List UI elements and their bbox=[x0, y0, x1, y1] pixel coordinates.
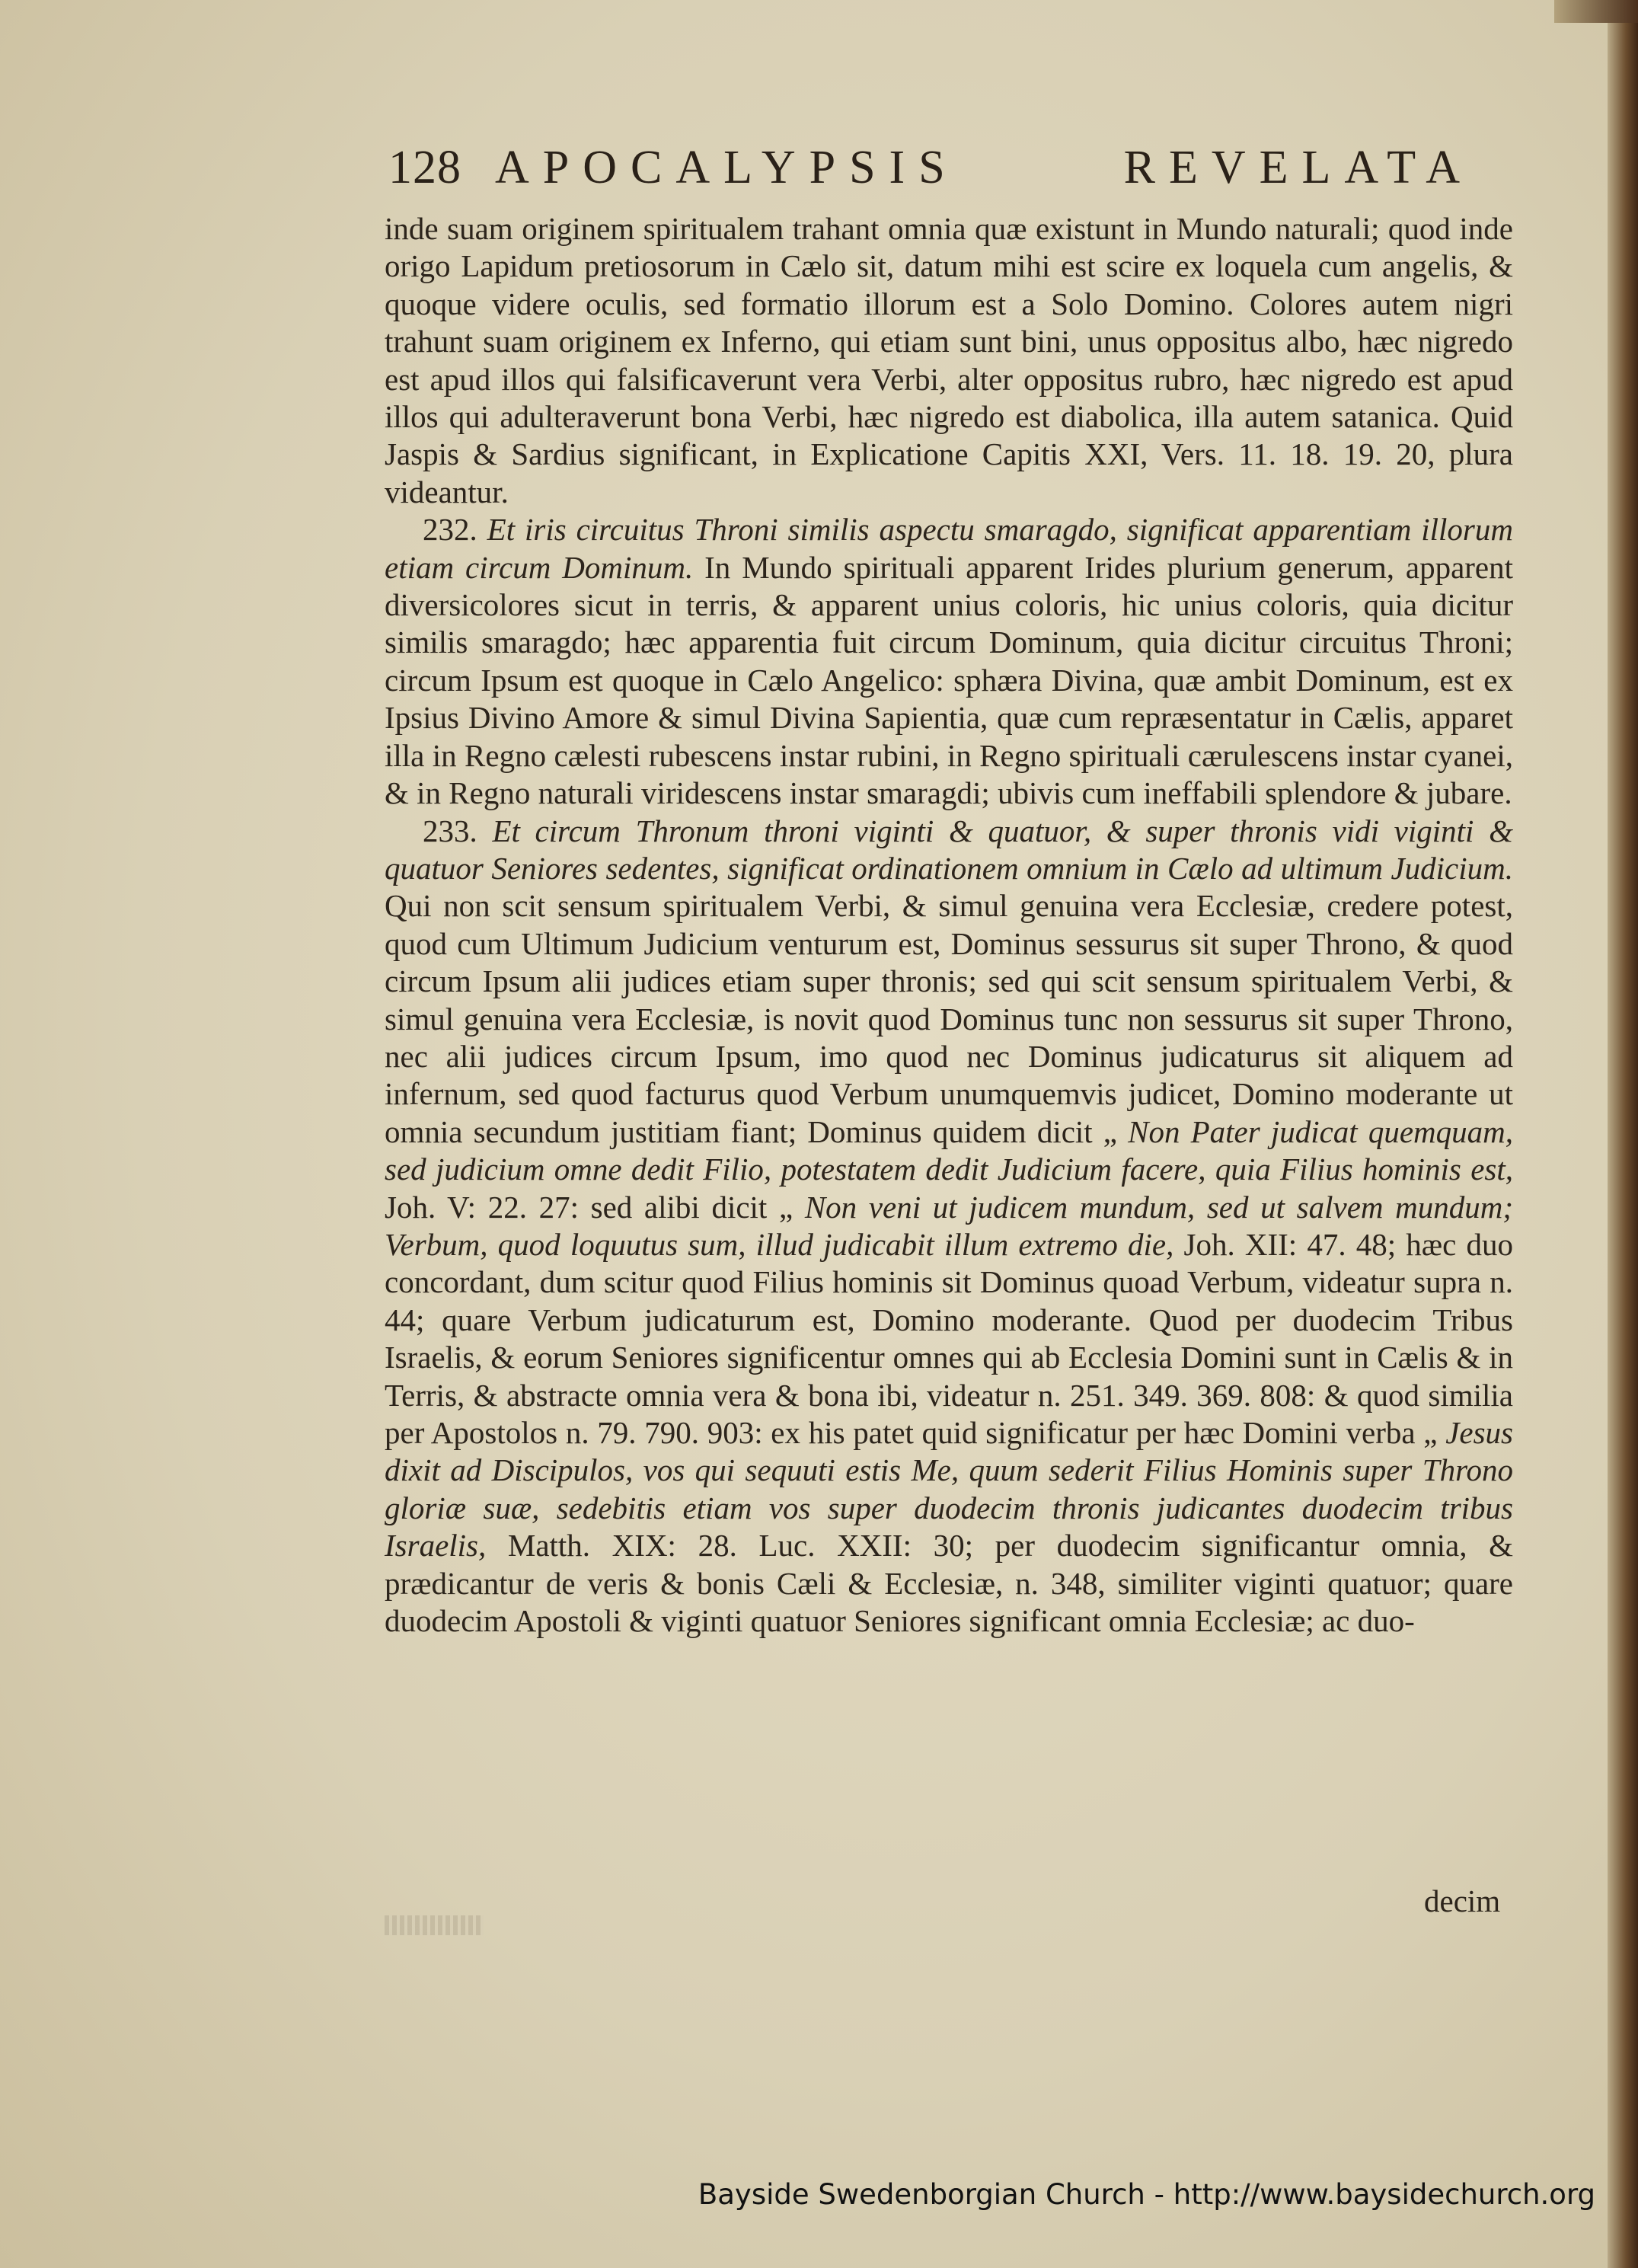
paragraph-lemma: Et iris circuitus Throni similis aspectu smaragdo, significat apparentiam illorum etiam circum Dominum. bbox=[385, 512, 1513, 585]
running-title: APOCALYPSIS REVELATA bbox=[495, 142, 1474, 193]
catchword: decim bbox=[1424, 1883, 1501, 1918]
paragraph-text: inde suam originem spiritualem trahant omnia quæ existunt in Mundo naturali; quod inde origo Lapidum pretiosorum in Cælo sit, datum mihi est scire ex loquela cum angelis, & quoque videre oculis, sed formatio illorum est a Solo Domino. Colores autem nigri trahunt suam originem ex Inferno, qui etiam sunt bini, unus oppositus albo, hæc nigredo est apud illos qui falsificaverunt vera Verbi, alter oppositus rubro, hæc nigredo est apud illos qui adulteraverunt bona Verbi, hæc nigredo est diabolica, illa autem satanica. Quid Jaspis & Sardius significant, in Explicatione Capitis XXI, Vers. 11. 18. 19. 20, plura videantur. bbox=[385, 211, 1513, 510]
scripture-quote: Jesus dixit ad Discipulos, vos qui sequuti estis Me, quum sederit Filius Hominis super Throno gloriæ suæ, sedebitis etiam vos super duodecim thronis judicantes duodecim tribus Israelis, bbox=[385, 1415, 1514, 1564]
running-header bbox=[388, 141, 1474, 202]
paragraph-number: 232. bbox=[423, 512, 477, 548]
book-edge bbox=[1554, 0, 1638, 23]
scripture-quote: Non Pater judicat quemquam, sed judicium omne dedit Filio, potestatem dedit Judicium facere, quia Filius hominis est, bbox=[385, 1113, 1513, 1187]
paragraph-lemma: Et circum Thronum throni viginti & quatuor, & super thronis vidi viginti & quatuor Seniores sedentes, significat ordinationem omnium in Cælo ad ultimum Judicium. bbox=[385, 813, 1513, 886]
paragraph-text: Joh. V: 22. 27: sed alibi dicit „ bbox=[385, 1189, 793, 1225]
paragraph-232 bbox=[385, 511, 1513, 812]
paragraph-text: In Mundo spirituali apparent Irides plurium generum, apparent diversicolores sicut in terris, & apparent unius coloris, hic unius coloris, quia dicitur similis smaragdo; hæc apparentia fuit circum Dominum, quia dicitur circuitus Throni; circum Ipsum est quoque in Cælo Angelico: sphæra Divina, quæ ambit Dominum, est ex Ipsius Divino Amore & simul Divina Sapientia, quæ cum repræsentatur in Cælis, apparet illa in Regno cælesti rubescens instar rubini, in Regno spirituali cærulescens instar cyanei, & in Regno naturali viridescens instar smaragdi; ubivis cum ineffabili splendore & jubare. bbox=[385, 549, 1514, 811]
paragraph-number: 233. bbox=[423, 813, 477, 848]
book-spine bbox=[1608, 0, 1638, 2268]
continued-paragraph bbox=[385, 210, 1513, 511]
page-number: 128 bbox=[388, 142, 461, 193]
paragraph-233 bbox=[385, 813, 1513, 1640]
paragraph-text: Joh. XII: 47. 48; hæc duo concordant, dum scitur quod Filius hominis sit Dominus quoad Verbum, videatur supra n. 44; quare Verbum judicaturum est, Domino moderante. Quod per duodecim Tribus Israelis, & eorum Seniores significentur omnes qui ab Ecclesia Domini sunt in Cælis & in Terris, & abstracte omnia vera & bona ibi, videatur n. 251. 349. 369. 808: & quod similia per Apostolos n. 79. 790. 903: ex his patet quid significatur per hæc Domini verba „ bbox=[385, 1226, 1513, 1450]
page-body bbox=[385, 210, 1513, 1640]
ink-smudge bbox=[385, 1915, 484, 1935]
paragraph-text: Matth. XIX: 28. Luc. XXII: 30; per duodecim significantur omnia, & prædicantur de veris & bonis Cæli & Ecclesiæ, n. 348, similiter viginti quatuor; quare duodecim Apostoli & viginti quatuor Seniores significant omnia Ecclesiæ; ac duo- bbox=[385, 1528, 1513, 1639]
scripture-quote: Non veni ut judicem mundum, sed ut salvem mundum; Verbum, quod loquutus sum, illud judicabit illum extremo die, bbox=[385, 1189, 1514, 1262]
footer-credit: Bayside Swedenborgian Church - http://www.baysidechurch.org bbox=[698, 2178, 1595, 2211]
paragraph-text: Qui non scit sensum spiritualem Verbi, & simul genuina vera Ecclesiæ, credere potest, quod cum Ultimum Judicium venturum est, Dominus sessurus sit super Throno, & quod circum Ipsum alii judices etiam super thronis; sed qui scit sensum spiritualem Verbi, & simul genuina vera Ecclesiæ, is novit quod Dominus tunc non sessurus sit super Throno, nec alii judices circum Ipsum, imo quod nec Dominus judicaturus sit aliquem ad infernum, sed quod facturus quod Verbum unumquemvis judicet, Domino moderante ut omnia secundum justitiam fiant; Dominus quidem dicit „ bbox=[385, 888, 1513, 1149]
